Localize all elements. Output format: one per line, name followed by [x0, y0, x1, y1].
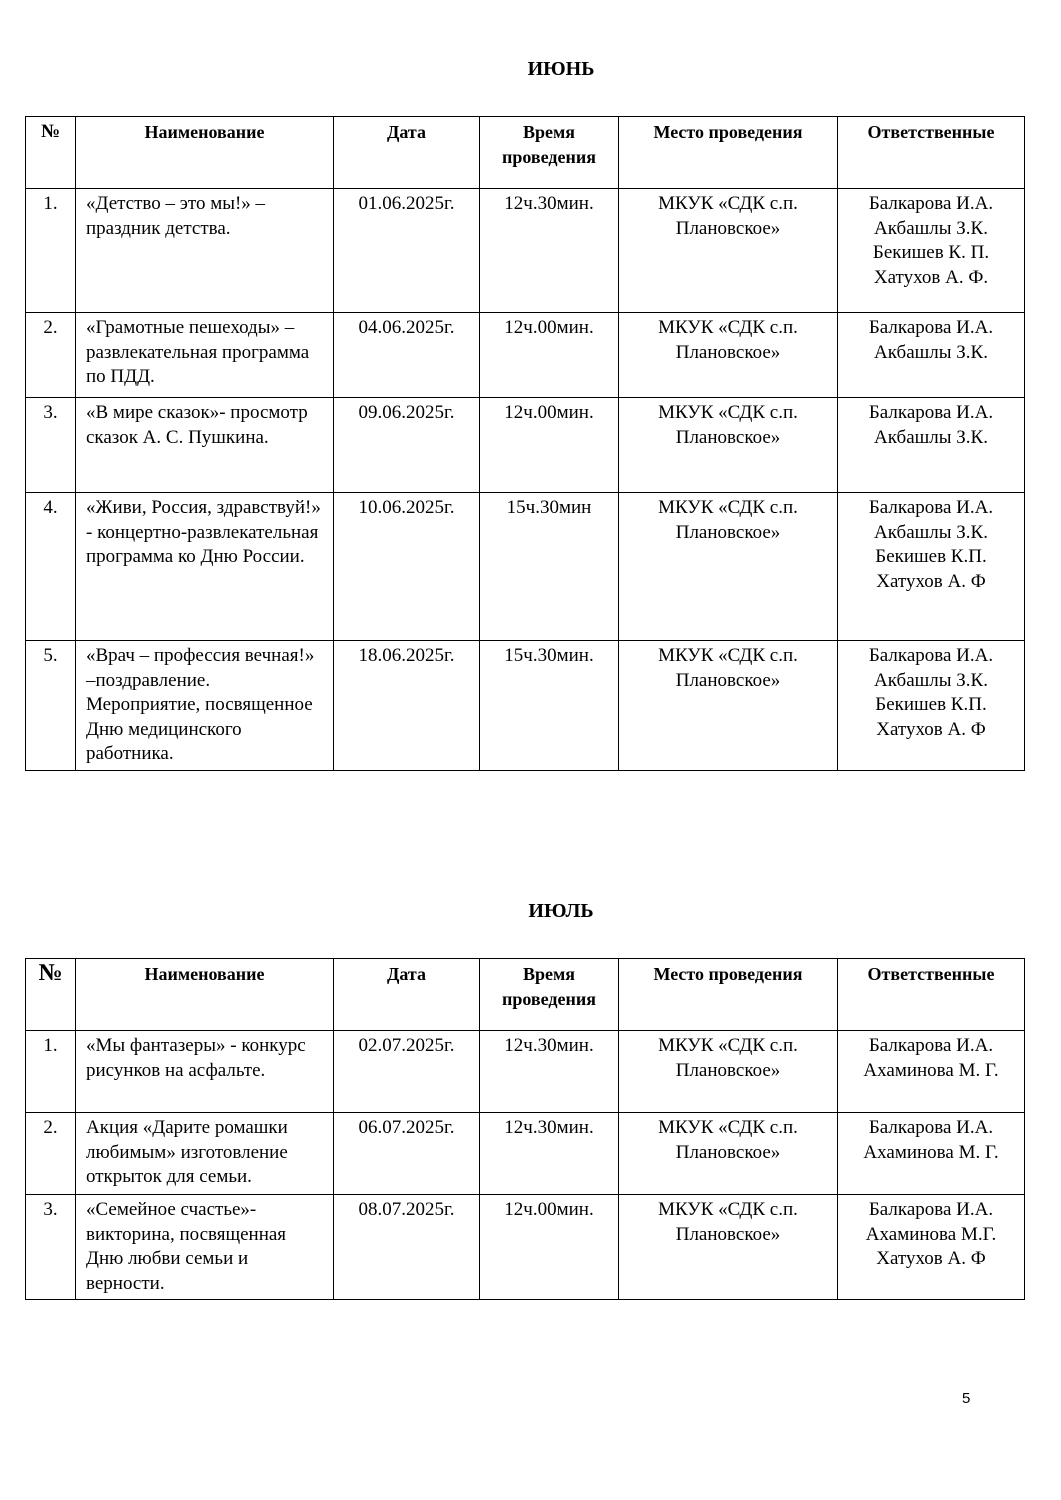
event-place: МКУК «СДК с.п. Плановское»: [619, 1113, 838, 1195]
event-time: 12ч.30мин.: [480, 1113, 619, 1195]
event-date: 09.06.2025г.: [334, 398, 480, 493]
column-header-time: Время проведения: [480, 117, 619, 189]
responsible-person: Балкарова И.А.: [868, 645, 994, 666]
column-header-number: №: [26, 117, 76, 189]
event-name: «Семейное счастье»- викторина, посвященная Дню любви семьи и верности.: [76, 1195, 334, 1300]
responsible-person: Ахаминова М.Г.: [865, 1223, 997, 1245]
event-responsible: [838, 398, 1025, 493]
june-section-title: ИЮНЬ: [527, 58, 595, 80]
table-row: [26, 189, 1025, 313]
column-header-date: Дата: [334, 959, 480, 1031]
column-header-responsible: Ответственные: [838, 959, 1025, 1031]
event-date: 04.06.2025г.: [334, 313, 480, 398]
row-number: 2.: [26, 1113, 76, 1195]
july-events-table: [25, 958, 1025, 1300]
responsible-person: Балкарова И.А.: [868, 193, 994, 214]
event-responsible: [838, 493, 1025, 641]
event-date: 08.07.2025г.: [334, 1195, 480, 1300]
row-number: 1.: [26, 1031, 76, 1113]
column-header-date: Дата: [334, 117, 480, 189]
responsible-person: Бекишев К.П.: [875, 546, 987, 568]
event-place: МКУК «СДК с.п. Плановское»: [619, 1195, 838, 1300]
event-responsible: [838, 641, 1025, 771]
table-row: [26, 313, 1025, 398]
event-time: 12ч.30мин.: [480, 1031, 619, 1113]
page-number: 5: [962, 1390, 971, 1407]
table-row: [26, 641, 1025, 771]
table-header-row: [26, 959, 1025, 1031]
row-number: 3.: [26, 1195, 76, 1300]
event-date: 01.06.2025г.: [334, 189, 480, 313]
responsible-person: Балкарова И.А.: [868, 317, 994, 338]
column-header-place: Место проведения: [619, 117, 838, 189]
event-date: 02.07.2025г.: [334, 1031, 480, 1113]
responsible-person: Акбашлы З.К.: [874, 341, 988, 363]
event-name: «Грамотные пешеходы» – развлекательная программа по ПДД.: [76, 313, 334, 398]
event-time: 12ч.00мин.: [480, 398, 619, 493]
row-number: 2.: [26, 313, 76, 398]
responsible-person: Балкарова И.А.: [868, 1035, 994, 1056]
event-time: 12ч.30мин.: [480, 189, 619, 313]
responsible-person: Акбашлы З.К.: [874, 521, 988, 543]
responsible-person: Акбашлы З.К.: [874, 669, 988, 691]
responsible-person: Бекишев К.П.: [875, 694, 987, 716]
event-name: «Врач – профессия вечная!» –поздравление. Мероприятие, посвященное Дню медицинского работника.: [76, 641, 334, 771]
event-name: Акция «Дарите ромашки любимым» изготовление открыток для семьи.: [76, 1113, 334, 1195]
event-responsible: [838, 1031, 1025, 1113]
column-header-number: №: [26, 959, 76, 1031]
responsible-person: Балкарова И.А.: [868, 402, 994, 423]
event-time: 12ч.00мин.: [480, 1195, 619, 1300]
table-row: [26, 1113, 1025, 1195]
event-place: МКУК «СДК с.п. Плановское»: [619, 189, 838, 313]
table-row: [26, 398, 1025, 493]
responsible-person: Акбашлы З.К.: [874, 217, 988, 239]
event-name: «В мире сказок»- просмотр сказок А. С. Пушкина.: [76, 398, 334, 493]
column-header-time: Время проведения: [480, 959, 619, 1031]
column-header-name: Наименование: [76, 117, 334, 189]
row-number: 1.: [26, 189, 76, 313]
row-number: 5.: [26, 641, 76, 771]
event-responsible: [838, 189, 1025, 313]
event-place: МКУК «СДК с.п. Плановское»: [619, 641, 838, 771]
responsible-person: Балкарова И.А.: [868, 1199, 994, 1220]
row-number: 3.: [26, 398, 76, 493]
event-date: 10.06.2025г.: [334, 493, 480, 641]
responsible-person: Балкарова И.А.: [868, 1117, 994, 1138]
table-row: [26, 1195, 1025, 1300]
event-responsible: [838, 313, 1025, 398]
event-place: МКУК «СДК с.п. Плановское»: [619, 398, 838, 493]
responsible-person: Хатухов А. Ф: [876, 718, 986, 740]
responsible-person: Акбашлы З.К.: [874, 426, 988, 448]
event-responsible: [838, 1113, 1025, 1195]
event-time: 15ч.30мин: [480, 493, 619, 641]
responsible-person: Ахаминова М. Г.: [863, 1141, 999, 1163]
responsible-person: Балкарова И.А.: [868, 497, 994, 518]
table-header-row: [26, 117, 1025, 189]
event-name: «Живи, Россия, здравствуй!» - концертно-развлекательная программа ко Дню России.: [76, 493, 334, 641]
event-date: 18.06.2025г.: [334, 641, 480, 771]
event-place: МКУК «СДК с.п. Плановское»: [619, 1031, 838, 1113]
responsible-person: Хатухов А. Ф: [876, 1248, 986, 1270]
event-time: 12ч.00мин.: [480, 313, 619, 398]
responsible-person: Бекишев К. П.: [872, 242, 990, 264]
responsible-person: Хатухов А. Ф.: [873, 266, 989, 288]
column-header-name: Наименование: [76, 959, 334, 1031]
event-name: «Детство – это мы!» – праздник детства.: [76, 189, 334, 313]
table-row: [26, 1031, 1025, 1113]
column-header-responsible: Ответственные: [838, 117, 1025, 189]
event-date: 06.07.2025г.: [334, 1113, 480, 1195]
event-name: «Мы фантазеры» - конкурс рисунков на асфальте.: [76, 1031, 334, 1113]
event-place: МКУК «СДК с.п. Плановское»: [619, 313, 838, 398]
responsible-person: Хатухов А. Ф: [876, 570, 986, 592]
row-number: 4.: [26, 493, 76, 641]
event-place: МКУК «СДК с.п. Плановское»: [619, 493, 838, 641]
june-events-table: [25, 116, 1025, 771]
table-row: [26, 493, 1025, 641]
event-time: 15ч.30мин.: [480, 641, 619, 771]
july-section-title: ИЮЛЬ: [528, 900, 594, 922]
column-header-place: Место проведения: [619, 959, 838, 1031]
responsible-person: Ахаминова М. Г.: [863, 1059, 999, 1081]
event-responsible: [838, 1195, 1025, 1300]
